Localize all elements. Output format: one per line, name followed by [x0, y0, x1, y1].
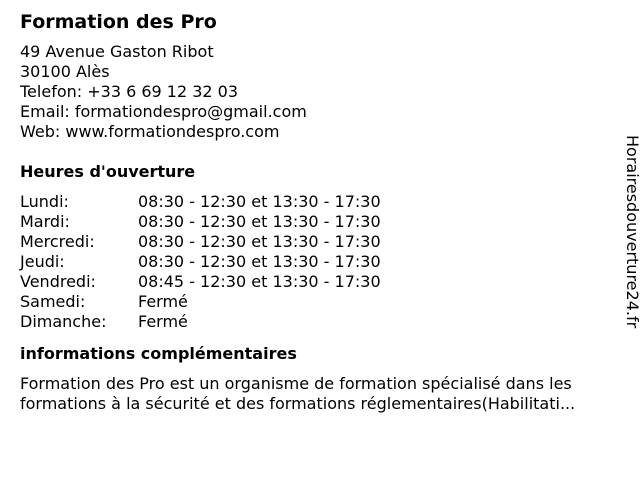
hours-row-samedi — [20, 292, 620, 312]
hours-row-dimanche — [20, 312, 620, 332]
time-value: 08:30 - 12:30 et 13:30 - 17:30 — [138, 192, 381, 211]
website: Web: www.formationdespro.com — [20, 122, 280, 141]
time-value: 08:30 - 12:30 et 13:30 - 17:30 — [138, 252, 381, 271]
time-value: 08:45 - 12:30 et 13:30 - 17:30 — [138, 272, 381, 291]
business-card — [20, 8, 620, 414]
hours-row-mardi — [20, 212, 620, 232]
address-city: 30100 Alès — [20, 62, 110, 81]
hours-row-mercredi — [20, 232, 620, 252]
info-heading: informations complémentaires — [20, 344, 297, 363]
day-label: Jeudi: — [20, 252, 65, 271]
hours-row-vendredi — [20, 272, 620, 292]
phone-number: Telefon: +33 6 69 12 32 03 — [20, 82, 239, 101]
day-label: Vendredi: — [20, 272, 96, 291]
info-line: formations à la sécurité et des formations réglementaires(Habilitati... — [20, 394, 576, 413]
hours-table — [20, 192, 620, 332]
info-description — [20, 374, 622, 414]
day-label: Mardi: — [20, 212, 70, 231]
time-value: 08:30 - 12:30 et 13:30 - 17:30 — [138, 232, 381, 251]
hours-heading: Heures d'ouverture — [20, 162, 196, 181]
time-value: 08:30 - 12:30 et 13:30 - 17:30 — [138, 212, 381, 231]
hours-row-lundi — [20, 192, 620, 212]
day-label: Dimanche: — [20, 312, 107, 331]
contact-block — [20, 42, 620, 142]
site-watermark: Horairesdouverture24.fr — [623, 135, 642, 329]
email-address: Email: formationdespro@gmail.com — [20, 102, 307, 121]
time-value: Fermé — [138, 292, 188, 311]
hours-row-jeudi — [20, 252, 620, 272]
business-name: Formation des Pro — [20, 11, 217, 33]
info-line: Formation des Pro est un organisme de formation spécialisé dans les — [20, 374, 572, 393]
day-label: Samedi: — [20, 292, 86, 311]
day-label: Lundi: — [20, 192, 69, 211]
day-label: Mercredi: — [20, 232, 95, 251]
address-street: 49 Avenue Gaston Ribot — [20, 42, 214, 61]
time-value: Fermé — [138, 312, 188, 331]
